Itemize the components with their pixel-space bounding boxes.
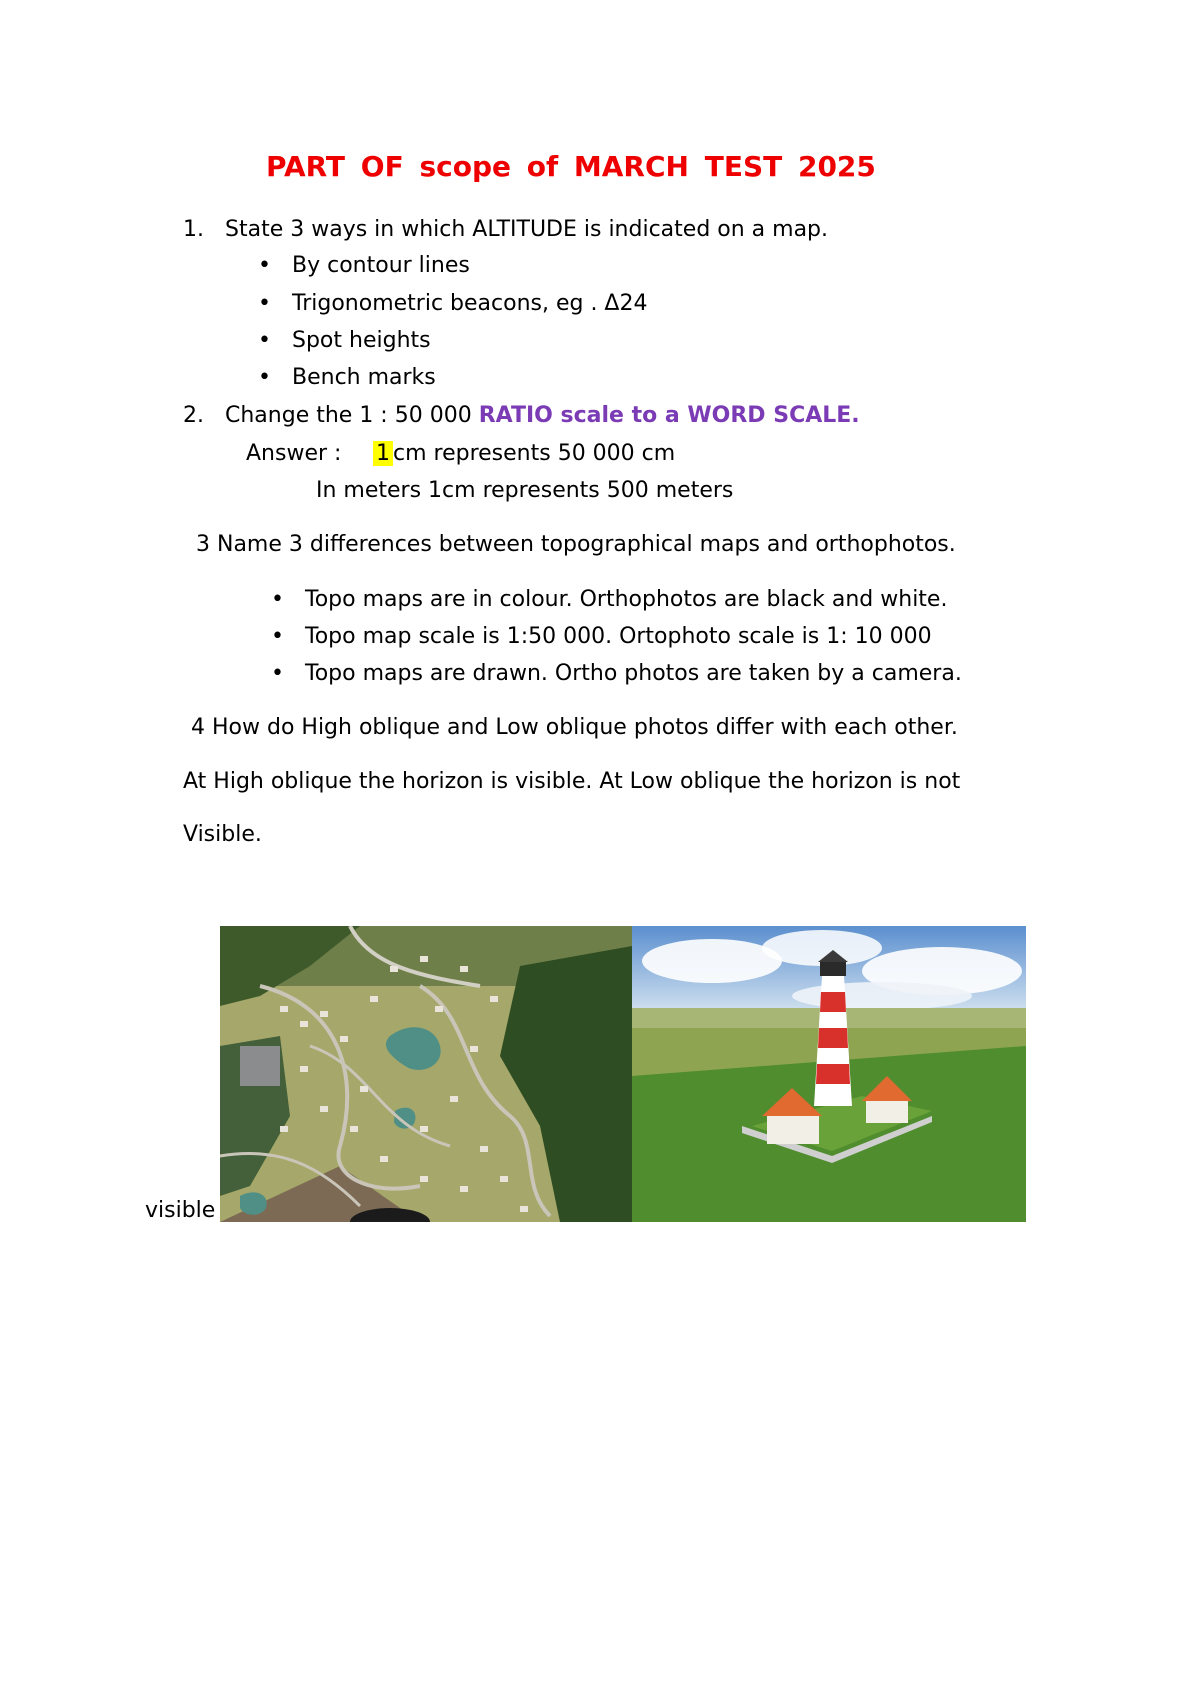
q1-bullet: • Trigonometric beacons, eg . Δ24	[292, 289, 647, 319]
q1-number: 1.	[183, 217, 204, 242]
lighthouse-high-oblique-photo-icon	[632, 926, 1026, 1222]
q4-answer-line1: At High oblique the horizon is visible. At Low oblique the horizon is not	[183, 769, 961, 794]
q1-bullet: • Spot heights	[292, 326, 431, 356]
q2-answer-meters: In meters 1cm represents 500 meters	[316, 478, 734, 503]
q2-answer-label: Answer :	[246, 441, 342, 466]
q4-text: 4 How do High oblique and Low oblique photos differ with each other.	[191, 715, 958, 740]
q3-bullet: • Topo maps are drawn. Ortho photos are taken by a camera.	[305, 659, 962, 689]
q2-text	[225, 401, 860, 431]
q2-answer-rest: cm represents 50 000 cm	[393, 441, 676, 466]
q1-bullet: • Bench marks	[292, 363, 436, 393]
q2-text-pre: Change the 1 : 50 000	[225, 403, 479, 428]
q2-answer-highlight-number: 1	[373, 441, 393, 466]
aerial-low-oblique-photo-icon	[220, 926, 632, 1222]
q4-answer-line2: Visible.	[183, 822, 262, 847]
image-caption-visible: visible	[145, 1198, 216, 1223]
q3-bullet: • Topo map scale is 1:50 000. Ortophoto scale is 1: 10 000	[305, 622, 932, 652]
q1-bullet: • By contour lines	[292, 251, 470, 281]
q2-number: 2.	[183, 403, 204, 428]
q2-text-highlight: RATIO scale to a WORD SCALE.	[478, 403, 860, 428]
q1-text: State 3 ways in which ALTITUDE is indicated on a map.	[225, 217, 829, 242]
page-title: PART OF scope of MARCH TEST 2025	[266, 150, 876, 183]
q2-answer	[373, 439, 675, 469]
q3-bullet: • Topo maps are in colour. Orthophotos are black and white.	[305, 585, 947, 615]
q3-text: 3 Name 3 differences between topographical maps and orthophotos.	[196, 532, 956, 557]
